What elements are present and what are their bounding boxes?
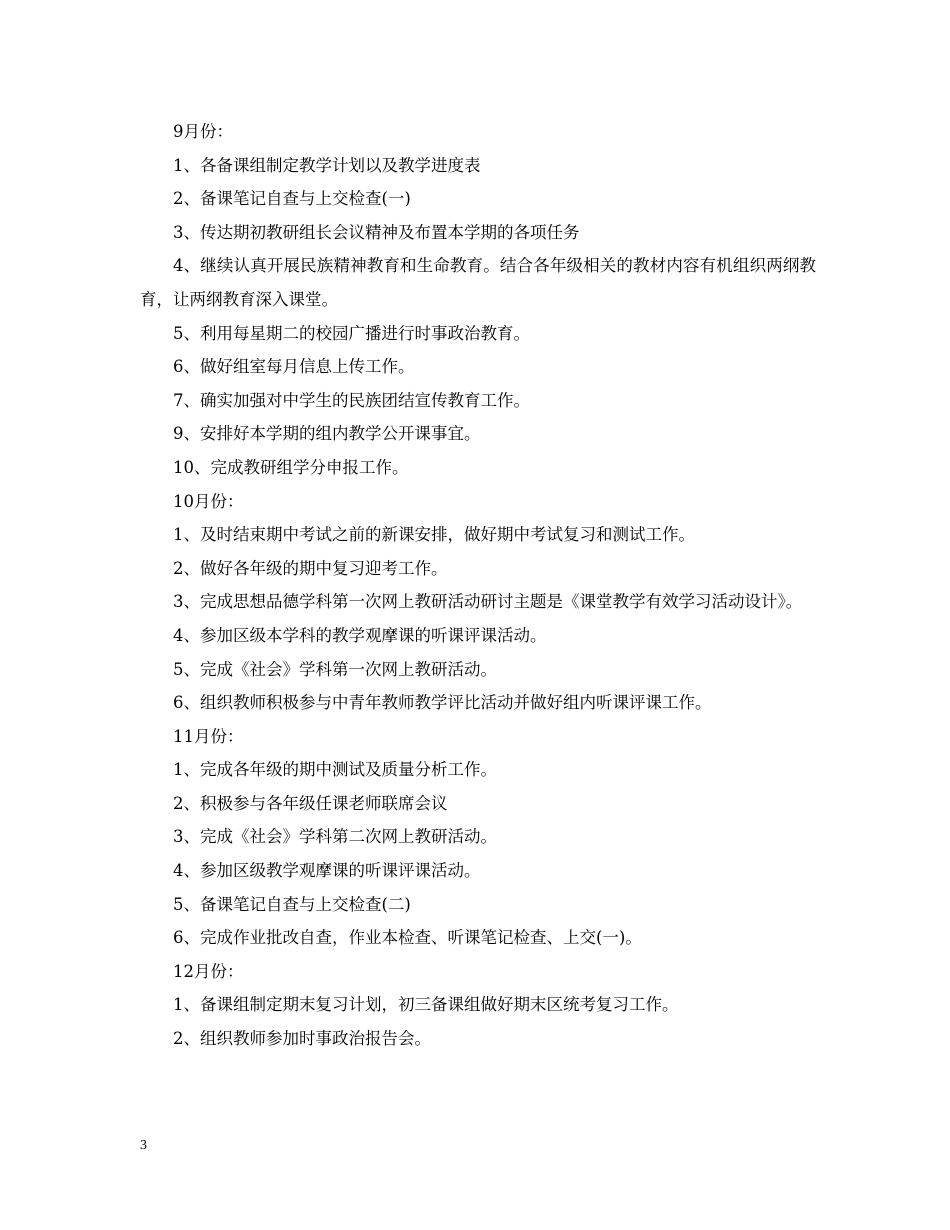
paragraph: 6、完成作业批改自查，作业本检查、听课笔记检查、上交(一)。 [173, 928, 642, 948]
paragraph: 5、完成《社会》学科第一次网上教研活动。 [173, 659, 497, 679]
paragraph: 9、安排好本学期的组内教学公开课事宜。 [173, 424, 481, 444]
paragraph-november-heading: 11月份： [173, 726, 244, 746]
paragraph: 2、做好各年级的期中复习迎考工作。 [173, 558, 448, 578]
paragraph: 5、备课笔记自查与上交检查(二) [173, 894, 411, 914]
paragraph: 3、完成《社会》学科第二次网上教研活动。 [173, 827, 497, 847]
paragraph: 4、继续认真开展民族精神教育和生命教育。结合各年级相关的教材内容有机组织两纲教育，让两纲教育深入课堂。 [140, 256, 816, 309]
page-number: 3 [140, 1138, 147, 1153]
paragraph: 6、做好组室每月信息上传工作。 [173, 357, 415, 377]
paragraph: 4、参加区级教学观摩课的听课评课活动。 [173, 861, 481, 881]
document-body [140, 115, 816, 1056]
paragraph: 6、组织教师积极参与中青年教师教学评比活动并做好组内听课评课工作。 [173, 693, 712, 713]
paragraph: 5、利用每星期二的校园广播进行时事政治教育。 [173, 323, 530, 343]
paragraph: 1、各备课组制定教学计划以及教学进度表 [173, 155, 481, 175]
paragraph: 1、完成各年级的期中测试及质量分析工作。 [173, 760, 497, 780]
paragraph: 1、备课组制定期末复习计划，初三备课组做好期末区统考复习工作。 [173, 995, 679, 1015]
paragraph: 4、参加区级本学科的教学观摩课的听课评课活动。 [173, 625, 547, 645]
paragraph: 2、积极参与各年级任课老师联席会议 [173, 793, 448, 813]
paragraph: 10、完成教研组学分申报工作。 [173, 457, 409, 477]
paragraph-october-heading: 10月份： [173, 491, 244, 511]
paragraph: 3、完成思想品德学科第一次网上教研活动研讨主题是《课堂教学有效学习活动设计》。 [173, 592, 803, 612]
paragraph-december-heading: 12月份： [173, 961, 244, 981]
paragraph: 2、组织教师参加时事政治报告会。 [173, 1029, 431, 1049]
paragraph: 7、确实加强对中学生的民族团结宣传教育工作。 [173, 390, 530, 410]
paragraph-september-heading: 9月份： [173, 122, 233, 141]
paragraph: 2、备课笔记自查与上交检查(一) [173, 189, 411, 209]
paragraph: 1、及时结束期中考试之前的新课安排，做好期中考试复习和测试工作。 [173, 525, 695, 545]
paragraph: 3、传达期初教研组长会议精神及布置本学期的各项任务 [173, 222, 580, 242]
